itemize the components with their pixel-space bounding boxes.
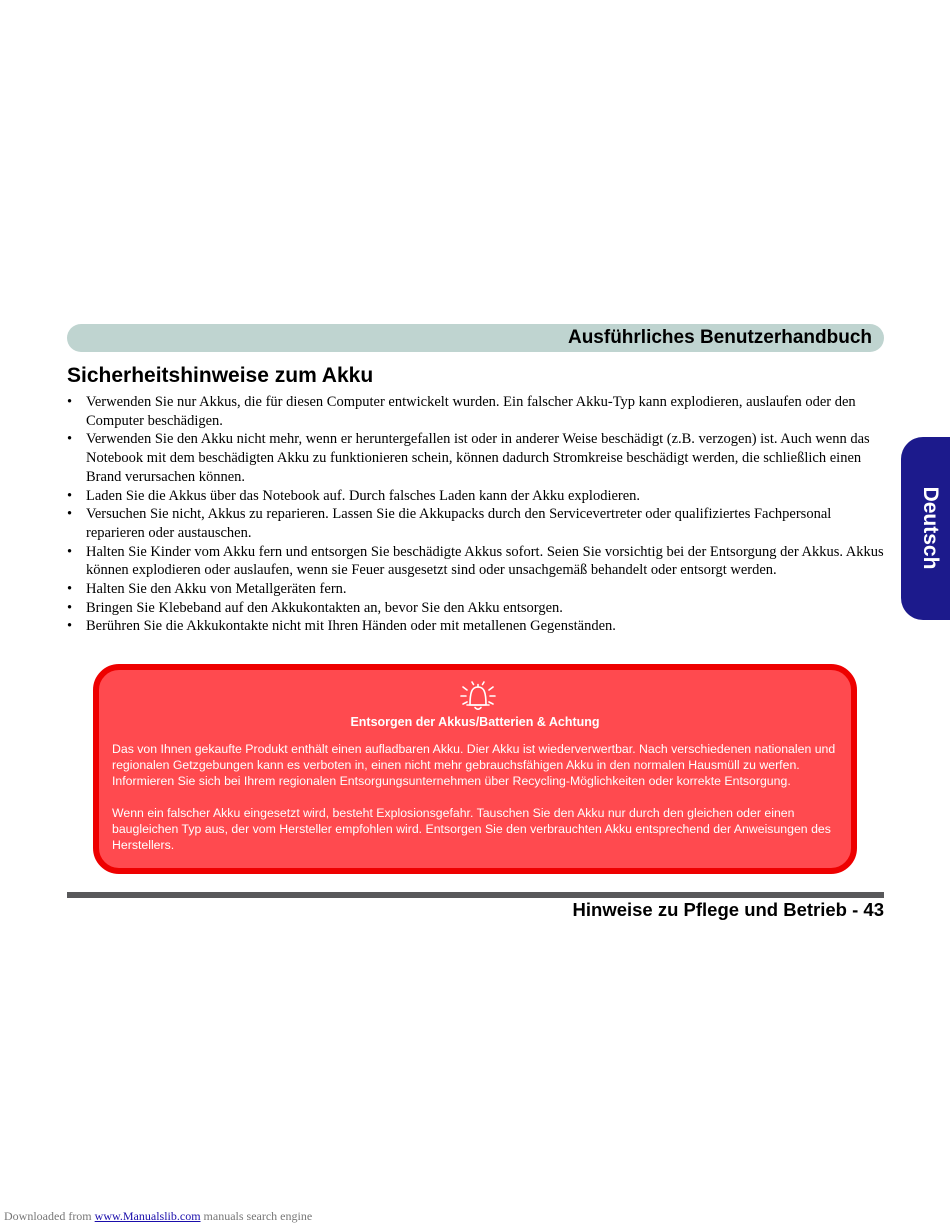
bullet-icon: • xyxy=(67,599,73,616)
footer-divider xyxy=(67,892,884,898)
list-item-text: Halten Sie den Akku von Metallgeräten fern. xyxy=(86,581,347,598)
bullet-icon: • xyxy=(67,618,73,635)
bullet-icon: • xyxy=(67,506,73,523)
list-item xyxy=(67,487,887,506)
disposal-warning-box xyxy=(93,664,857,874)
alarm-bell-icon xyxy=(458,678,498,712)
list-item-text: Verwenden Sie den Akku nicht mehr, wenn er heruntergefallen ist oder in anderer Weise beschädigt (z.B. verzogen) ist. Auch wenn das Notebook mit dem beschädigten Akku zu funktionieren schein, können dadurch Stromkreise beschädigt werden, die schließlich einen Brand verursachen können. xyxy=(86,431,870,485)
list-item-text: Bringen Sie Klebeband auf den Akkukontakten an, bevor Sie den Akku entsorgen. xyxy=(86,599,563,616)
list-item-text: Verwenden Sie nur Akkus, die für diesen Computer entwickelt wurden. Ein falscher Akku-Typ kann explodieren, auslaufen oder den Computer beschädigen. xyxy=(86,394,856,429)
list-item xyxy=(67,505,887,542)
bullet-icon: • xyxy=(67,543,73,560)
list-item xyxy=(67,543,887,580)
bullet-icon: • xyxy=(67,431,73,448)
bullet-icon: • xyxy=(67,487,73,504)
list-item xyxy=(67,599,887,618)
section-title: Sicherheitshinweise zum Akku xyxy=(67,364,374,387)
bullet-icon: • xyxy=(67,581,73,598)
manual-title: Ausführliches Benutzerhandbuch xyxy=(567,327,872,348)
list-item xyxy=(67,617,887,636)
language-tab[interactable] xyxy=(901,437,950,620)
download-notice xyxy=(4,1209,312,1224)
manualslib-link[interactable]: www.Manualslib.com xyxy=(94,1209,201,1223)
list-item-text: Halten Sie Kinder vom Akku fern und entsorgen Sie beschädigte Akkus sofort. Seien Sie vorsichtig bei der Entsorgung der Akkus. Akkus können explodieren oder auslaufen, wenn sie Feuer ausgesetzt sind oder unsachgemäß behandelt oder entsorgt werden. xyxy=(86,543,884,579)
list-item-text: Berühren Sie die Akkukontakte nicht mit Ihren Händen oder mit metallenen Gegenständen. xyxy=(86,618,616,635)
list-item xyxy=(67,430,887,486)
list-item-text: Versuchen Sie nicht, Akkus zu reparieren. Lassen Sie die Akkupacks durch den Servicevertreter oder qualifiziertes Fachpersonal reparieren oder austauschen. xyxy=(86,506,832,541)
warning-paragraph-recycling: Das von Ihnen gekaufte Produkt enthält einen aufladbaren Akku. Dier Akku ist wiederverwertbar. Nach verschiedenen nationalen und regionalen Getzgebungen kann es verboten in, einen nicht mehr gebrauchsfähigen Akku in den normalen Hausmüll zu werfen. Informieren Sie sich bei Ihrem regionalen Entsorgungsunternehmen über Recycling-Möglichkeiten oder korrekte Entsorgung. xyxy=(112,742,836,788)
download-prefix: Downloaded from xyxy=(4,1209,95,1223)
footer-page-title: Hinweise zu Pflege und Betrieb - 43 xyxy=(572,899,884,920)
list-item-text: Laden Sie die Akkus über das Notebook auf. Durch falsches Laden kann der Akku explodieren. xyxy=(86,487,641,504)
language-tab-label: Deutsch xyxy=(919,486,942,570)
warning-title: Entsorgen der Akkus/Batterien & Achtung xyxy=(350,715,600,729)
warning-paragraph-explosion: Wenn ein falscher Akku eingesetzt wird, besteht Explosionsgefahr. Tauschen Sie den Akku nur durch den gleichen oder einen baugleichen Typ aus, der vom Hersteller empfohlen wird. Entsorgen Sie den verbrauchten Akku entsprechend der Anweisungen des Herstellers. xyxy=(112,806,831,852)
list-item xyxy=(67,393,887,430)
list-item xyxy=(67,580,887,599)
battery-safety-list xyxy=(67,393,887,636)
download-suffix: manuals search engine xyxy=(200,1209,313,1223)
header-bar xyxy=(67,324,884,352)
bullet-icon: • xyxy=(67,394,73,410)
